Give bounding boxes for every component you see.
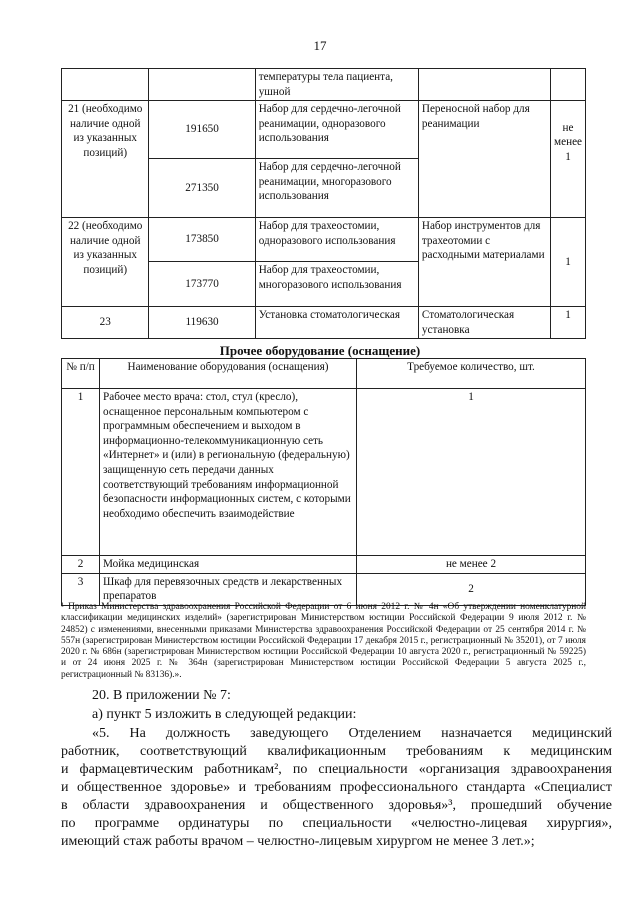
product-code: 119630 bbox=[149, 307, 255, 339]
row-number: 22 (необходимо наличие одной из указанных позиций) bbox=[62, 218, 149, 307]
required-quantity: 1 bbox=[551, 218, 586, 307]
product-name: Набор для сердечно-легочной реанимации, многоразового использования bbox=[255, 159, 418, 218]
row-number: 23 bbox=[62, 307, 149, 339]
paragraph-item-a: а) пункт 5 изложить в следующей редакции: bbox=[92, 707, 357, 722]
product-name: Набор для трахеостомии, многоразового использования bbox=[255, 262, 418, 307]
required-quantity: не менее 2 bbox=[357, 556, 586, 574]
table-header-row bbox=[62, 359, 586, 389]
equipment-table-continued bbox=[61, 68, 586, 339]
column-header: Требуемое количество, шт. bbox=[357, 359, 586, 389]
text-line: в области здравоохранения и общественного здоровья»³, прошедший обучение bbox=[61, 798, 612, 813]
product-code: 173850 bbox=[149, 218, 255, 262]
row-number: 21 (необходимо наличие одной из указанных позиций) bbox=[62, 101, 149, 218]
table-row bbox=[62, 101, 586, 159]
section-title: Прочее оборудование (оснащение) bbox=[219, 343, 421, 358]
other-equipment-table bbox=[61, 358, 586, 606]
column-header: № п/п bbox=[62, 359, 100, 389]
product-code: 271350 bbox=[149, 159, 255, 218]
page-number: 17 bbox=[313, 38, 327, 53]
required-quantity: 1 bbox=[357, 389, 586, 556]
equipment-type: Переносной набор для реанимации bbox=[418, 101, 550, 218]
column-header: Наименование оборудования (оснащения) bbox=[100, 359, 357, 389]
product-name: Набор для трахеостомии, одноразового использования bbox=[255, 218, 418, 262]
table-row bbox=[62, 389, 586, 556]
text-line: и фармацевтическим работникам², по специальности «организация здравоохранения bbox=[61, 762, 612, 777]
table-row bbox=[62, 218, 586, 262]
row-number: 2 bbox=[62, 556, 100, 574]
product-code: 173770 bbox=[149, 262, 255, 307]
row-number: 1 bbox=[62, 389, 100, 556]
table-row bbox=[62, 69, 586, 101]
equipment-name: Мойка медицинская bbox=[100, 556, 357, 574]
row-number: 3 bbox=[62, 573, 100, 605]
text-line: и общественное здоровье» и требованиям профессионального стандарта «Специалист bbox=[61, 780, 612, 795]
table-cell: температуры тела пациента, ушной bbox=[255, 69, 418, 101]
required-quantity: не менее 1 bbox=[551, 101, 586, 218]
footnote: ¹ Приказ Министерства здравоохранения Российской Федерации от 6 июня 2012 г. № 4н «Об утверждении номенклатурной классификации медицинских изделий» (зарегистрирован Министерством юстиции Российской Федерации 9 июля 2012 г. № 24852) с изменениями, внесенными приказами Министерства здравоохранения Российской Федерации от 25 сентября 2014 г. № 557н (зарегистрирован Министерством юстиции Российской Федерации 17 декабря 2015 г., регистрационный № 35201), от 7 июля 2020 г. № 686н (зарегистрирован Министерством юстиции Российской Федерации 10 августа 2020 г., регистрационный № 59225) и от 24 июня 2025 г. № 364н (зарегистрирован Министерством юстиции Российской Федерации 5 августа 2025 г., регистрационный № 83136).». bbox=[61, 602, 586, 680]
product-code: 191650 bbox=[149, 101, 255, 159]
required-quantity: 1 bbox=[551, 307, 586, 339]
equipment-name: Рабочее место врача: стол, стул (кресло), оснащенное персональным компьютером с программным обеспечением и выходом в информационно-телекоммуникационную сеть «Интернет» и (или) в региональную (федеральную) защищенную сеть передачи данных соответствующий требованиям информационной безопасности информационных систем, с которыми необходимо обеспечить взаимодействие bbox=[100, 389, 357, 556]
table-row bbox=[62, 556, 586, 574]
equipment-type: Набор инструментов для трахеотомии с расходными материалами bbox=[418, 218, 550, 307]
text-line: работник, соответствующий квалификационным требованиям к медицинским bbox=[61, 744, 612, 759]
text-line: имеющий стаж работы врачом – челюстно-лицевым хирургом не менее 3 лет.»; bbox=[61, 834, 535, 849]
table-row bbox=[62, 307, 586, 339]
product-name: Установка стоматологическая bbox=[255, 307, 418, 339]
table-row bbox=[62, 573, 586, 605]
equipment-name: Шкаф для перевязочных средств и лекарственных препаратов bbox=[100, 573, 357, 605]
text-line: «5. На должность заведующего Отделением назначается медицинский bbox=[92, 726, 612, 741]
required-quantity: 2 bbox=[357, 573, 586, 605]
paragraph-item-20: 20. В приложении № 7: bbox=[92, 688, 231, 703]
text-line: по программе ординатуры по специальности «челюстно-лицевая хирургия», bbox=[61, 816, 612, 831]
equipment-type: Стоматологическая установка bbox=[418, 307, 550, 339]
product-name: Набор для сердечно-легочной реанимации, одноразового использования bbox=[255, 101, 418, 159]
